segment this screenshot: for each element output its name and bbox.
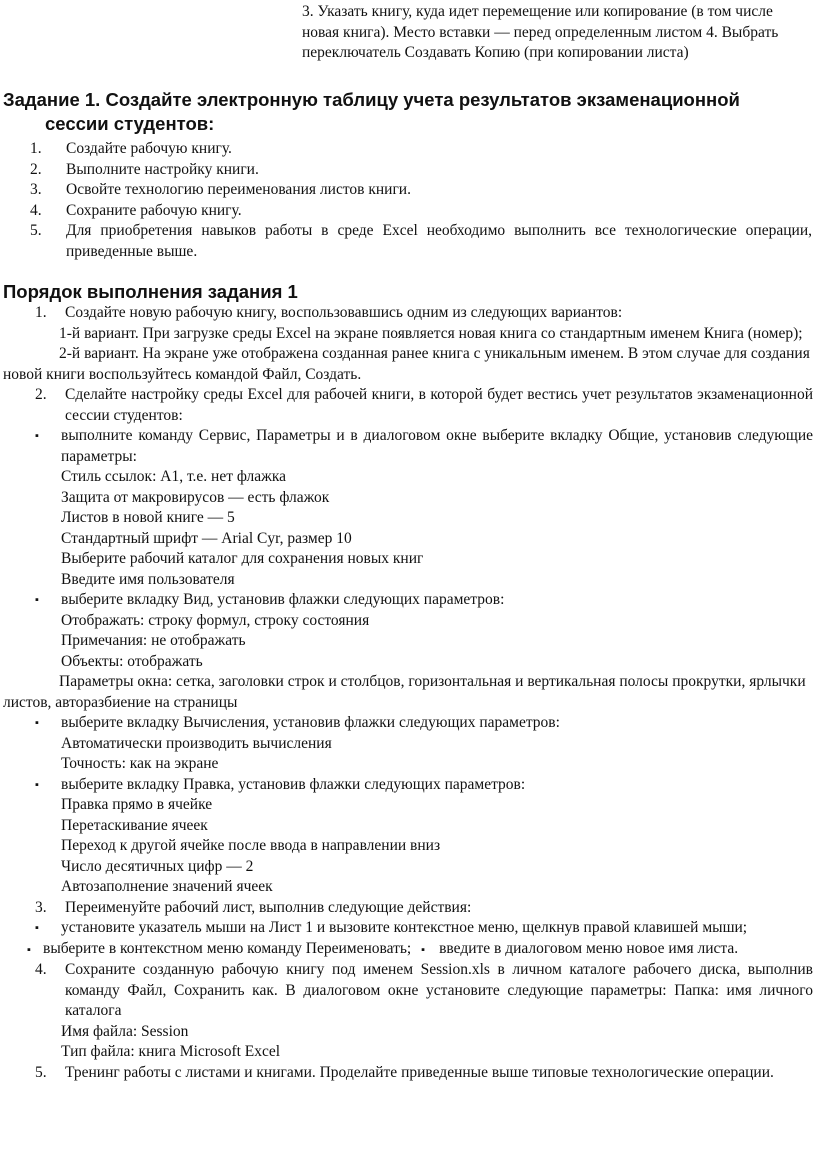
file-name-line: Имя файла: Session — [61, 1022, 189, 1040]
param-line: Стиль ссылок: А1, т.е. нет флажка — [61, 468, 287, 485]
bullet-text: выберите вкладку Правка, установив флажки следующих параметров: — [61, 775, 526, 793]
bullet-pair-line — [3, 939, 813, 961]
param-line: Выберите рабочий каталог для сохранения новых книг — [61, 550, 424, 567]
step-number: 4. — [35, 961, 47, 978]
step-number: 2. — [35, 386, 47, 403]
square-bullet-icon: ▪ — [35, 717, 39, 729]
param-line: Объекты: отображать — [61, 652, 203, 670]
list-item-text: Выполните настройку книги. — [66, 160, 259, 178]
param-line: Примечания: не отображать — [61, 632, 246, 649]
file-type-line: Тип файла: книга Microsoft Excel — [61, 1043, 281, 1060]
param-line: Листов в новой книге — 5 — [61, 509, 235, 526]
list-item-number: 5. — [30, 222, 42, 239]
bullet-text: выберите в контекстном меню команду Переименовать; — [43, 939, 412, 957]
bullet-item — [3, 775, 813, 796]
step-text: Создайте новую рабочую книгу, воспользовавшись одним из следующих вариантов: — [65, 304, 623, 321]
square-bullet-icon: ▪ — [35, 778, 39, 791]
list-item-text: Освойте технологию переименования листов книги. — [66, 181, 411, 198]
list-item — [30, 180, 812, 201]
param-line: Введите имя пользователя — [61, 570, 235, 588]
bullet-item — [3, 713, 813, 734]
procedure-heading: Порядок выполнения задания 1 — [3, 281, 298, 302]
list-item-number: 3. — [30, 181, 42, 198]
list-item — [30, 139, 812, 160]
param-line: Автоматически производить вычисления — [61, 734, 332, 752]
step-5 — [3, 1063, 813, 1084]
variant-1-paragraph: 1-й вариант. При загрузке среды Excel на экране появляется новая книга со стандартным именем Книга (номер); — [59, 324, 803, 342]
list-item — [30, 221, 812, 262]
bullet-item — [3, 426, 813, 467]
square-bullet-icon: ▪ — [35, 594, 39, 606]
param-line: Защита от макровирусов — есть флажок — [61, 488, 330, 506]
list-item-number: 2. — [30, 160, 42, 178]
list-item-text: Сохраните рабочую книгу. — [66, 201, 242, 219]
list-item — [30, 201, 812, 222]
square-bullet-icon: ▪ — [421, 943, 426, 956]
list-item-text: Для приобретения навыков работы в среде Excel необходимо выполнить все технологические операции, приведенные выше. — [66, 222, 812, 260]
step-number: 3. — [35, 898, 47, 916]
step-text: Сделайте настройку среды Excel для рабочей книги, в которой будет вестись учет результатов экзаменационной сессии студентов: — [65, 386, 813, 424]
step-text: Сохраните созданную рабочую книгу под именем Session.xls в личном каталоге рабочего диска, выполнив команду Файл, Сохранить как. В диалоговом окне установите следующие параметры: Папка: имя личного каталога — [65, 961, 813, 1019]
bullet-item — [3, 918, 813, 939]
task-heading — [3, 88, 813, 136]
param-line: Автозаполнение значений ячеек — [61, 878, 273, 895]
bullet-text: выполните команду Сервис, Параметры и в диалоговом окне выберите вкладку Общие, установив следующие параметры: — [61, 427, 813, 465]
param-line: Перетаскивание ячеек — [61, 816, 208, 834]
square-bullet-icon: ▪ — [35, 430, 39, 442]
list-item-number: 4. — [30, 201, 42, 219]
list-item-number: 1. — [30, 140, 42, 157]
param-line: Точность: как на экране — [61, 755, 219, 772]
bullet-text: установите указатель мыши на Лист 1 и вызовите контекстное меню, щелкнув правой клавишей мыши; — [61, 919, 748, 936]
list-item — [30, 160, 812, 181]
square-bullet-icon: ▪ — [35, 922, 39, 934]
step-text: Тренинг работы с листами и книгами. Проделайте приведенные выше типовые технологические операции. — [65, 1063, 774, 1081]
task-heading-line1: Задание 1. Создайте электронную таблицу учета результатов экзаменационной — [3, 89, 740, 110]
step-1 — [3, 303, 813, 324]
task-list — [30, 139, 812, 262]
bullet-text: введите в диалоговом меню новое имя листа. — [439, 939, 739, 957]
task-heading-line2: сессии студентов: — [45, 113, 215, 134]
step-4 — [3, 960, 813, 1022]
intro-paragraph: 3. Указать книгу, куда идет перемещение или копирование (в том числе новая книга). Место вставки — перед определенным листом 4. Выбрать переключатель Создавать Копию (при копировании листа) — [302, 3, 779, 61]
bullet-text: выберите вкладку Вычисления, установив флажки следующих параметров: — [61, 714, 560, 731]
procedure-body — [3, 303, 813, 1083]
step-3 — [3, 898, 813, 919]
param-line: Отображать: строку формул, строку состояния — [61, 611, 370, 629]
list-item-text: Создайте рабочую книгу. — [66, 140, 232, 157]
bullet-item — [3, 590, 813, 611]
square-bullet-icon: ▪ — [27, 943, 31, 956]
step-number: 1. — [35, 304, 47, 321]
param-line: Переход к другой ячейке после ввода в направлении вниз — [61, 837, 441, 854]
param-line: Число десятичных цифр — 2 — [61, 857, 254, 875]
step-number: 5. — [35, 1063, 47, 1081]
variant-2-paragraph: 2-й вариант. На экране уже отображена созданная ранее книга с уникальным именем. В этом случае для создания новой книги воспользуйтесь командой Файл, Создать. — [3, 345, 810, 383]
param-line: Правка прямо в ячейке — [61, 796, 213, 813]
param-line: Стандартный шрифт — Arial Cyr, размер 10 — [61, 529, 352, 547]
step-2 — [3, 385, 813, 426]
window-params-paragraph: Параметры окна: сетка, заголовки строк и столбцов, горизонтальная и вертикальная полосы прокрутки, ярлычки листов, авторазбиение на страницы — [3, 673, 806, 711]
step-text: Переименуйте рабочий лист, выполнив следующие действия: — [65, 898, 472, 916]
bullet-text: выберите вкладку Вид, установив флажки следующих параметров: — [61, 591, 505, 608]
